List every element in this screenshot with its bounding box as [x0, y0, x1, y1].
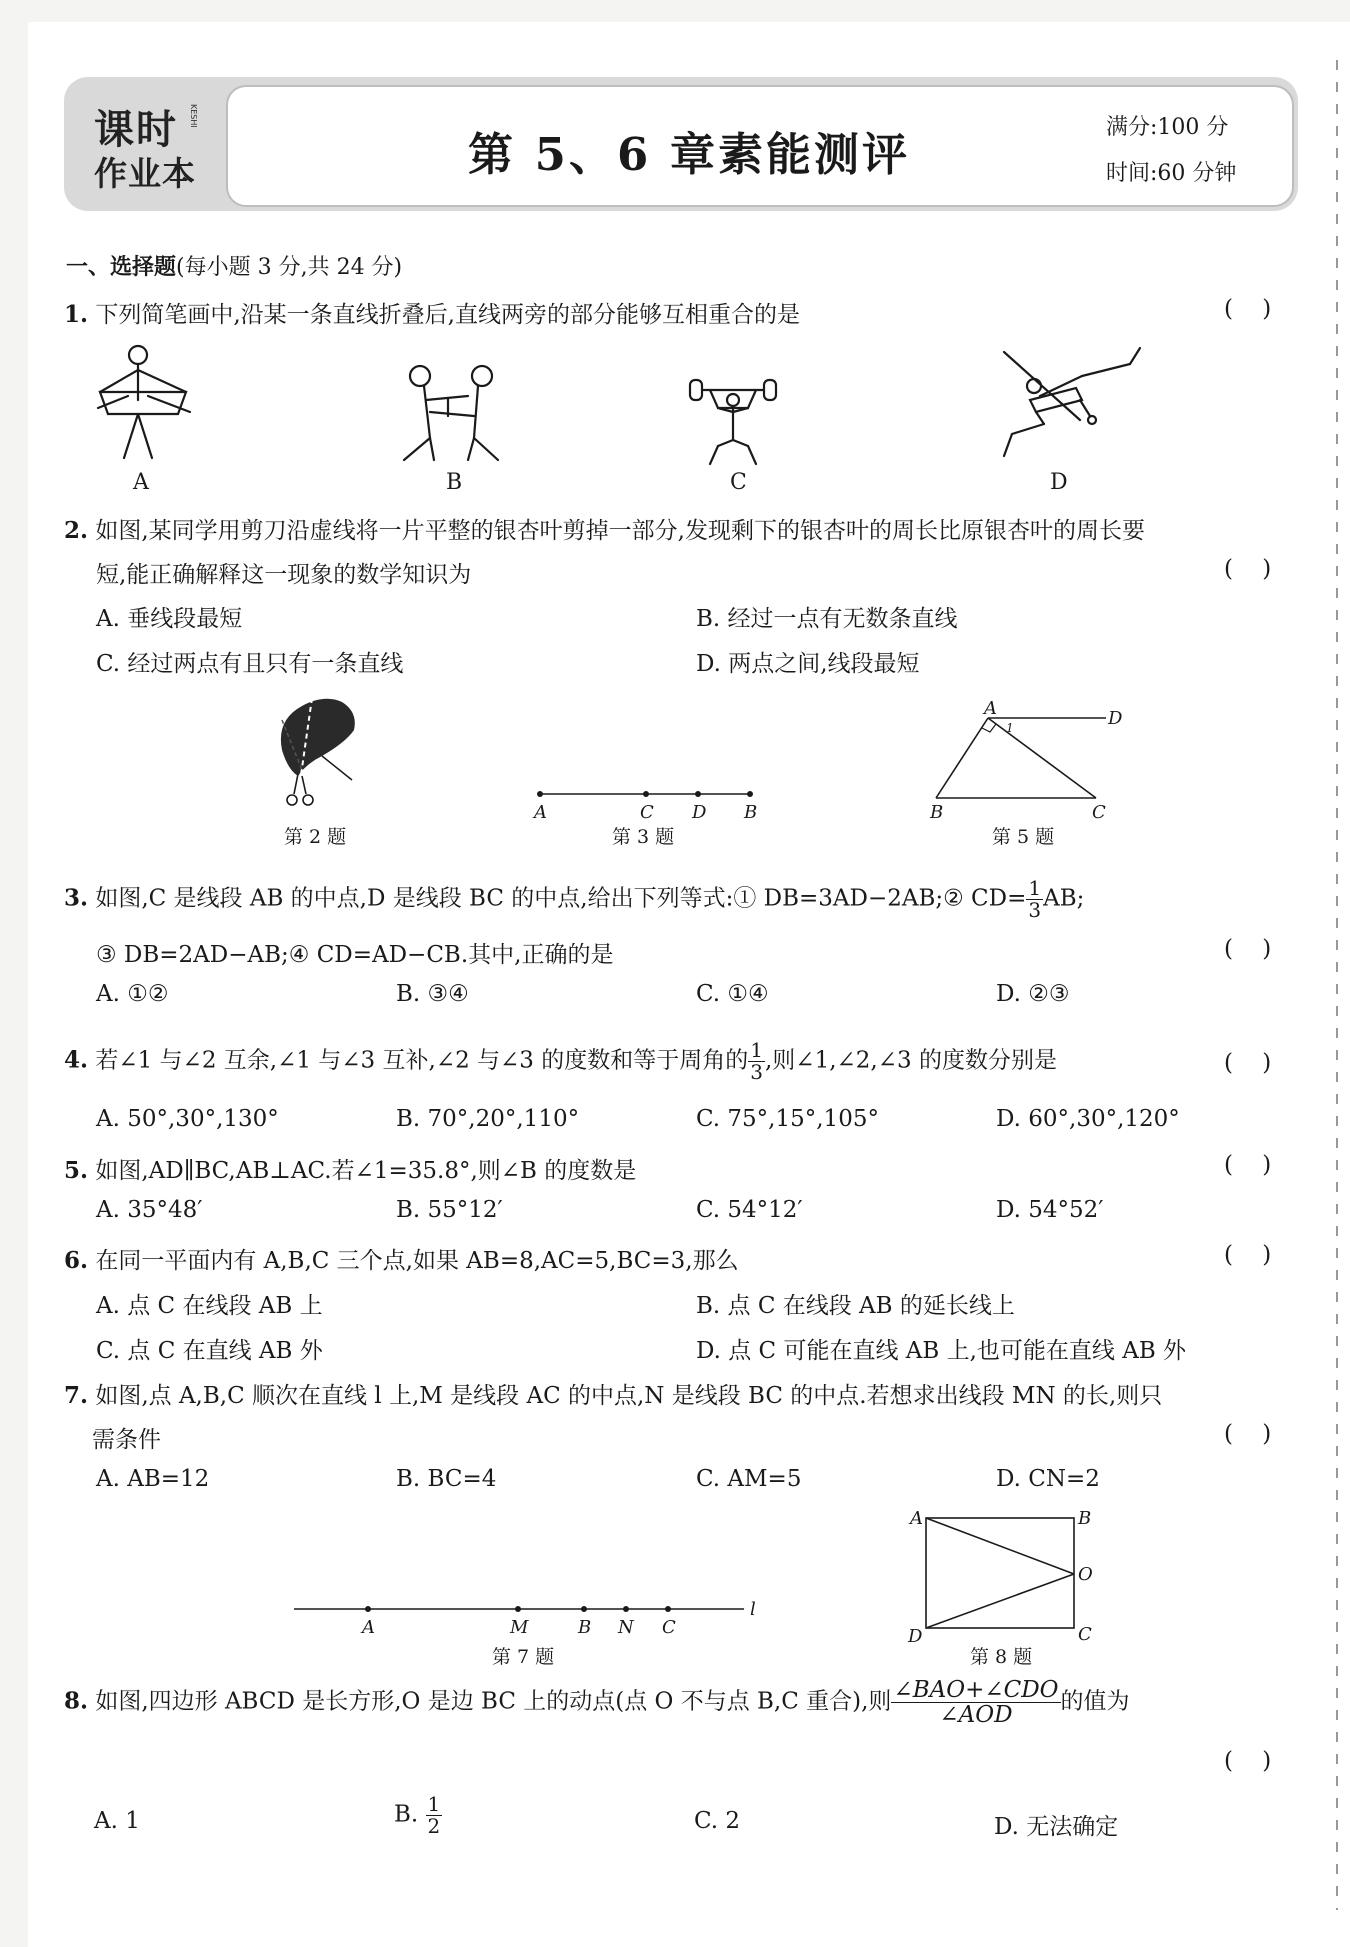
page-edge-dashes [1336, 60, 1338, 1910]
fraction-denominator: 3 [1028, 898, 1042, 922]
q2-option-b[interactable]: B. 经过一点有无数条直线 [696, 606, 958, 632]
q7-option-d[interactable]: D. CN=2 [996, 1466, 1100, 1492]
q1-label-a: A [133, 470, 149, 495]
q5-option-c[interactable]: C. 54°12′ [696, 1197, 803, 1223]
question-number: 6. [64, 1247, 89, 1274]
q1-label-c: C [730, 470, 747, 495]
q4-option-d[interactable]: D. 60°,30°,120° [996, 1106, 1180, 1132]
figure-c [690, 380, 776, 464]
answer-blank-1[interactable]: ( ) [1224, 296, 1272, 322]
answer-blank-6[interactable]: ( ) [1224, 1242, 1272, 1268]
full-score: 满分:100 分 [1106, 115, 1229, 140]
fraction-denominator: 2 [427, 1814, 441, 1838]
logo-line1: 课时 [94, 107, 178, 153]
fig5-caption: 第 5 题 [992, 826, 1055, 848]
fig5-triangle [920, 694, 1123, 824]
q2-option-c[interactable]: C. 经过两点有且只有一条直线 [96, 651, 404, 677]
fig5-angle-1: 1 [1006, 721, 1014, 735]
q8-option-b-fraction [426, 1794, 443, 1837]
question-text-end: ,则∠1,∠2,∠3 的度数分别是 [764, 1047, 1057, 1074]
q8-option-d[interactable]: D. 无法确定 [994, 1814, 1119, 1840]
question-text-end: AB; [1043, 885, 1085, 912]
fig8-point-d: D [908, 1626, 923, 1647]
q3-option-d[interactable]: D. ②③ [996, 981, 1070, 1007]
answer-blank-2[interactable]: ( ) [1224, 556, 1272, 582]
fraction-denominator: ∠AOD [939, 1702, 1013, 1729]
fig3-segment [530, 776, 760, 826]
fig7-line [290, 1595, 770, 1645]
fraction-numerator: ∠BAO+∠CDO [893, 1677, 1059, 1703]
q2-option-d[interactable]: D. 两点之间,线段最短 [696, 651, 920, 677]
q6-option-b[interactable]: B. 点 C 在线段 AB 的延长线上 [696, 1293, 1015, 1319]
q8-option-c[interactable]: C. 2 [694, 1808, 741, 1834]
question-number: 8. [64, 1687, 89, 1715]
question-text: 如图,C 是线段 AB 的中点,D 是线段 BC 的中点,给出下列等式:① DB=3AD−2AB;② CD= [95, 885, 1027, 912]
q7-option-b[interactable]: B. BC=4 [396, 1466, 497, 1492]
figure-b [404, 366, 498, 460]
fig2-ginkgo-leaf [262, 690, 372, 820]
fig3-point-c: C [640, 802, 654, 823]
question-3 [64, 878, 1084, 921]
figure-d [1004, 348, 1140, 456]
option-prefix: B. [394, 1801, 419, 1828]
question-2 [64, 512, 1145, 545]
fig5-point-a: A [984, 698, 997, 719]
q5-option-b[interactable]: B. 55°12′ [396, 1197, 503, 1223]
fig2-caption: 第 2 题 [284, 826, 347, 848]
question-text: 若∠1 与∠2 互余,∠1 与∠3 互补,∠2 与∠3 的度数和等于周角的 [95, 1047, 749, 1074]
fig8-caption: 第 8 题 [970, 1646, 1033, 1668]
fig8-point-a: A [910, 1508, 923, 1529]
fig3-point-a: A [534, 802, 547, 823]
q4-fraction [748, 1040, 765, 1083]
fig3-point-b: B [744, 802, 758, 823]
fig7-point-n: N [618, 1617, 634, 1638]
fig7-point-c: C [662, 1617, 676, 1638]
question-number: 7. [64, 1382, 89, 1409]
answer-blank-4[interactable]: ( ) [1224, 1050, 1272, 1076]
question-text: 如图,点 A,B,C 顺次在直线 l 上,M 是线段 AC 的中点,N 是线段 BC 的中点.若想求出线段 MN 的长,则只 [95, 1383, 1163, 1409]
question-3-line2: ③ DB=2AD−AB;④ CD=AD−CB.其中,正确的是 [96, 942, 614, 968]
fig7-point-b: B [578, 1617, 592, 1638]
q6-option-c[interactable]: C. 点 C 在直线 AB 外 [96, 1338, 323, 1364]
question-number: 5. [64, 1157, 89, 1184]
q1-stick-figures [90, 340, 1150, 500]
fig3-caption: 第 3 题 [612, 826, 675, 848]
q3-option-a[interactable]: A. ①② [96, 981, 169, 1007]
fraction-denominator: 3 [750, 1060, 763, 1084]
question-number: 1. [64, 301, 89, 328]
fig7-caption: 第 7 题 [492, 1646, 555, 1668]
logo-line2: 作业本 [94, 154, 196, 193]
fig7-point-a: A [362, 1617, 375, 1638]
fig8-point-c: C [1078, 1624, 1092, 1645]
page-title: 第 5、6 章素能测评 [468, 128, 910, 181]
fraction-numerator: 1 [750, 1038, 763, 1062]
logo-small: KESHI [189, 104, 198, 128]
q8-option-b[interactable] [394, 1794, 442, 1837]
q4-option-b[interactable]: B. 70°,20°,110° [396, 1106, 580, 1132]
question-7 [64, 1377, 1162, 1410]
q8-fraction [891, 1678, 1060, 1727]
time-limit: 时间:60 分钟 [1106, 161, 1237, 186]
q4-option-c[interactable]: C. 75°,15°,105° [696, 1106, 879, 1132]
question-number: 4. [64, 1046, 89, 1074]
fig7-line-l: l [750, 1599, 756, 1620]
fig8-rectangle [902, 1506, 1102, 1646]
question-text: 如图,AD∥BC,AB⊥AC.若∠1=35.8°,则∠B 的度数是 [95, 1158, 637, 1184]
fig8-point-b: B [1078, 1508, 1092, 1529]
q2-option-a[interactable]: A. 垂线段最短 [96, 606, 243, 632]
question-8 [64, 1678, 1130, 1727]
fig5-point-b: B [930, 802, 944, 823]
q3-option-c[interactable]: C. ①④ [696, 981, 769, 1007]
answer-blank-5[interactable]: ( ) [1224, 1152, 1272, 1178]
q6-option-d[interactable]: D. 点 C 可能在直线 AB 上,也可能在直线 AB 外 [696, 1338, 1187, 1364]
figure-a [98, 346, 190, 458]
question-4 [64, 1040, 1057, 1083]
q3-fraction [1026, 878, 1043, 921]
q1-label-b: B [446, 470, 463, 495]
question-6 [64, 1242, 739, 1275]
q5-option-a[interactable]: A. 35°48′ [96, 1197, 203, 1223]
section-heading [66, 250, 402, 281]
question-text-end: 的值为 [1060, 1688, 1130, 1715]
section-note: (每小题 3 分,共 24 分) [176, 255, 403, 280]
q7-option-c[interactable]: C. AM=5 [696, 1466, 802, 1492]
fig3-point-d: D [692, 802, 707, 823]
answer-blank-7[interactable]: ( ) [1224, 1421, 1272, 1447]
fig8-point-o: O [1078, 1564, 1093, 1585]
q5-option-d[interactable]: D. 54°52′ [996, 1197, 1104, 1223]
q8-option-a[interactable]: A. 1 [94, 1808, 140, 1834]
fraction-numerator: 1 [427, 1792, 441, 1816]
question-1 [64, 296, 800, 329]
fraction-numerator: 1 [1028, 876, 1042, 900]
q6-option-a[interactable]: A. 点 C 在线段 AB 上 [96, 1293, 323, 1319]
section-title: 一、选择题 [66, 254, 177, 280]
publisher-logo [76, 92, 216, 202]
fig7-point-m: M [510, 1617, 529, 1638]
fig5-point-d: D [1108, 708, 1123, 729]
question-number: 2. [64, 517, 89, 544]
question-text: 在同一平面内有 A,B,C 三个点,如果 AB=8,AC=5,BC=3,那么 [95, 1248, 739, 1274]
question-2-line2: 短,能正确解释这一现象的数学知识为 [96, 562, 472, 588]
q3-option-b[interactable]: B. ③④ [396, 981, 469, 1007]
answer-blank-8[interactable]: ( ) [1224, 1748, 1272, 1774]
q1-label-d: D [1050, 470, 1068, 495]
question-7-line2: 需条件 [92, 1427, 161, 1453]
q7-option-a[interactable]: A. AB=12 [96, 1466, 210, 1492]
question-text: 如图,某同学用剪刀沿虚线将一片平整的银杏叶剪掉一部分,发现剩下的银杏叶的周长比原银杏叶的周长要 [95, 518, 1145, 544]
question-number: 3. [64, 884, 89, 912]
answer-blank-3[interactable]: ( ) [1224, 936, 1272, 962]
fig5-point-c: C [1092, 802, 1106, 823]
question-text: 如图,四边形 ABCD 是长方形,O 是边 BC 上的动点(点 O 不与点 B,C 重合),则 [95, 1688, 892, 1715]
q4-option-a[interactable]: A. 50°,30°,130° [96, 1106, 279, 1132]
question-5 [64, 1152, 636, 1185]
question-text: 下列简笔画中,沿某一条直线折叠后,直线两旁的部分能够互相重合的是 [95, 302, 800, 328]
